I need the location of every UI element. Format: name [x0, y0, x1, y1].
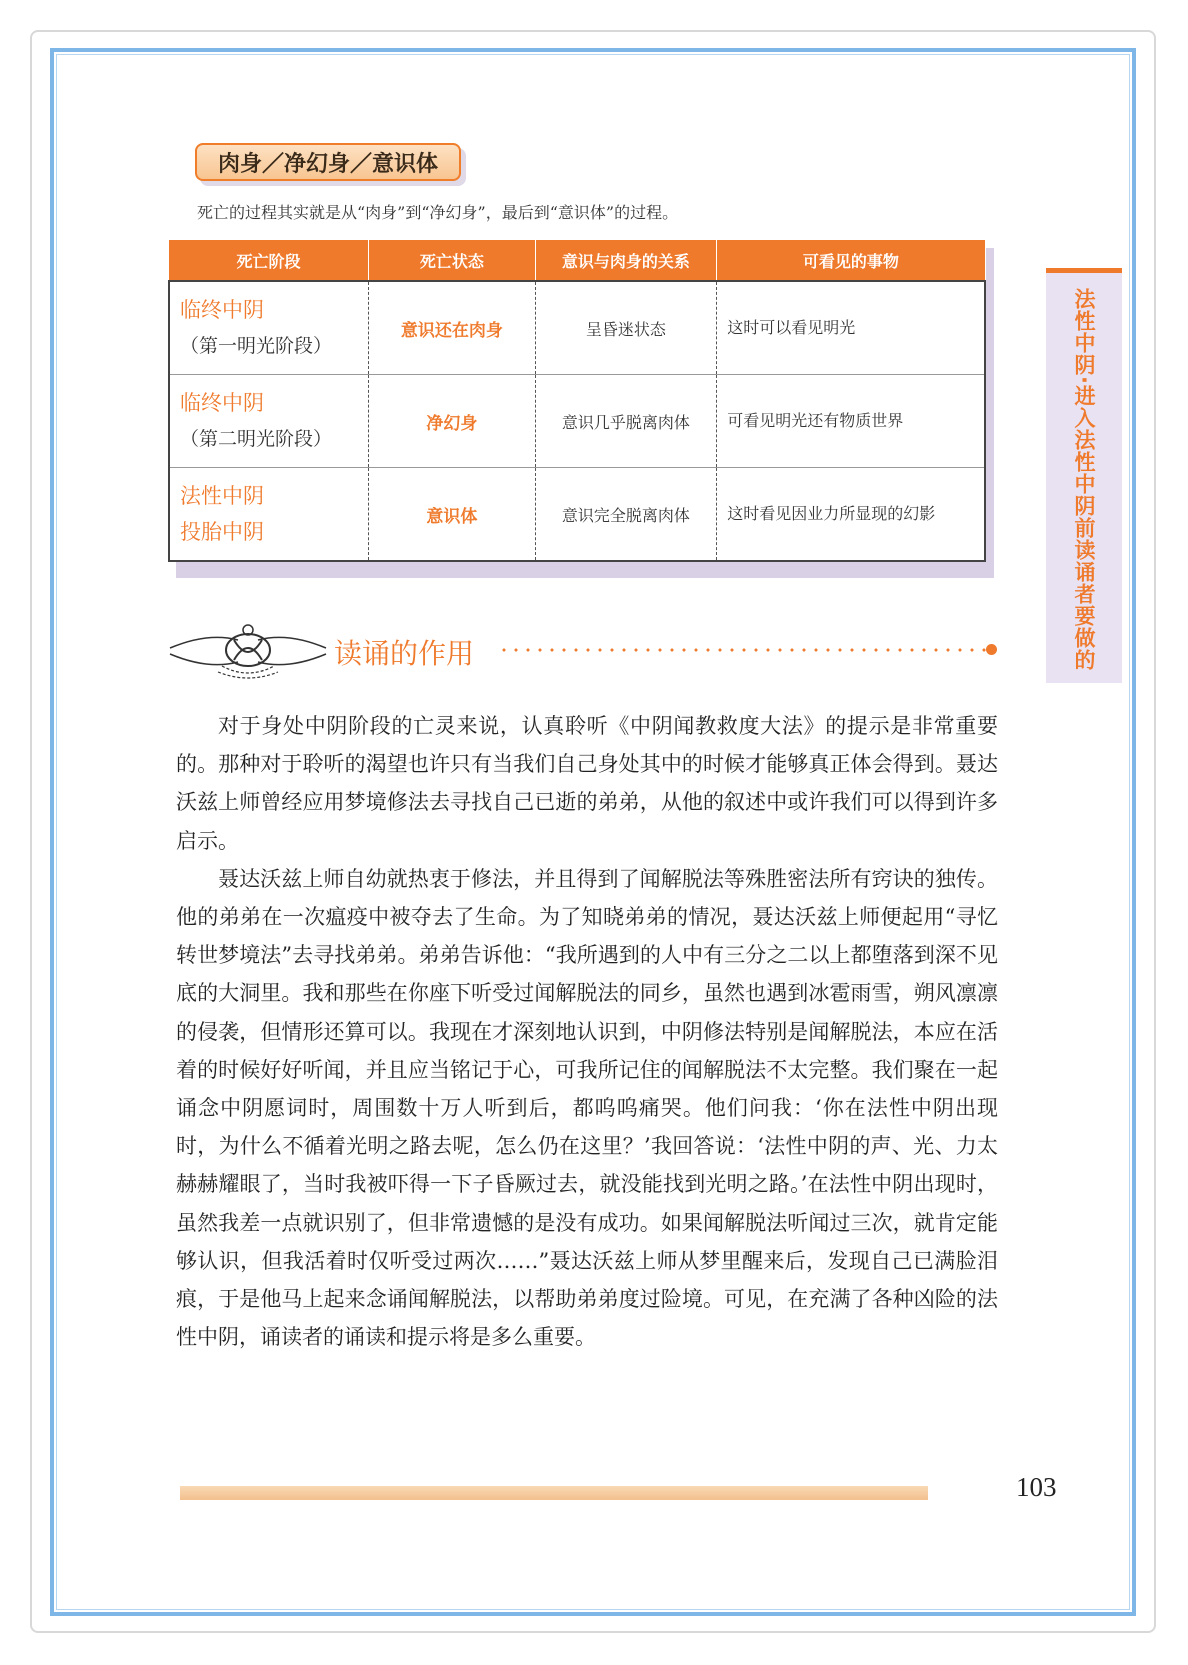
body-text: [176, 707, 998, 1356]
knot-ornament-icon: [168, 618, 328, 680]
heading-dotted-line: [498, 648, 986, 652]
stage-cell: [169, 468, 369, 562]
section-heading: 读诵的作用: [334, 637, 475, 670]
stage-name-second: 投胎中阴: [180, 520, 264, 544]
header-stage: 死亡阶段: [169, 240, 369, 281]
relation-cell: 意识完全脱离肉体: [535, 468, 717, 562]
relation-cell: 意识几乎脱离肉体: [535, 375, 717, 468]
stage-cell: [169, 281, 369, 375]
stage-cell: [169, 375, 369, 468]
seen-cell: 这时看见因业力所显现的幻影: [717, 468, 985, 562]
paragraph: 对于身处中阴阶段的亡灵来说，认真聆听《中阴闻教救度大法》的提示是非常重要的。那种对于聆听的渴望也许只有当我们自己身处其中的时候才能够真正体会得到。聂达沃兹上师曾经应用梦境修法去寻找自己已逝的弟弟，从他的叙述中或许我们可以得到许多启示。: [176, 714, 998, 853]
side-tab-accent-bar: [1046, 268, 1122, 273]
side-tab-title: 法性中阴·进入法性中阴前读诵者要做的: [1072, 288, 1096, 671]
table-row: [169, 281, 985, 375]
page-number: 103: [1016, 1472, 1057, 1502]
intro-text: 死亡的过程其实就是从“肉身”到“净幻身”，最后到“意识体”的过程。: [197, 203, 679, 222]
heading-dot-end: [986, 644, 997, 655]
header-state: 死亡状态: [369, 240, 536, 281]
footer-bar: [180, 1486, 928, 1500]
state-cell: 意识还在肉身: [369, 281, 536, 375]
table-header-row: [169, 240, 985, 281]
seen-cell: 这时可以看见明光: [717, 281, 985, 375]
relation-cell: 呈昏迷状态: [535, 281, 717, 375]
paragraph: 聂达沃兹上师自幼就热衷于修法，并且得到了闻解脱法等殊胜密法所有窍诀的独传。他的弟弟在一次瘟疫中被夺去了生命。为了知晓弟弟的情况，聂达沃兹上师便起用“寻忆转世梦境法”去寻找弟弟。弟弟告诉他：“我所遇到的人中有三分之二以上都堕落到深不见底的大洞里。我和那些在你座下听受过闻解脱法的同乡，虽然也遇到冰雹雨雪，朔风凛凛的侵袭，但情形还算可以。我现在才深刻地认识到，中阴修法特别是闻解脱法，本应在活着的时候好好听闻，并且应当铭记于心，可我所记住的闻解脱法不太完整。我们聚在一起诵念中阴愿词时，周围数十万人听到后，都呜呜痛哭。他们问我：‘你在法性中阴出现时，为什么不循着光明之路去呢，怎么仍在这里？’我回答说：‘法性中阴的声、光、力太赫赫耀眼了，当时我被吓得一下子昏厥过去，就没能找到光明之路。’在法性中阴出现时，虽然我差一点就识别了，但非常遗憾的是没有成功。如果闻解脱法听闻过三次，就肯定能够认识，但我活着时仅听受过两次……”聂达沃兹上师从梦里醒来后，发现自己已满脸泪痕，于是他马上起来念诵闻解脱法，以帮助弟弟度过险境。可见，在充满了各种凶险的法性中阴，诵读者的诵读和提示将是多么重要。: [176, 866, 998, 1350]
death-stage-table: [168, 240, 986, 562]
state-cell: 净幻身: [369, 375, 536, 468]
stage-name: 临终中阴: [180, 298, 264, 322]
header-relation: 意识与肉身的关系: [535, 240, 717, 281]
stage-subtitle: （第一明光阶段）: [180, 335, 333, 357]
header-seen: 可看见的事物: [717, 240, 985, 281]
stage-subtitle: （第二明光阶段）: [180, 428, 333, 450]
stage-name: 法性中阴: [180, 484, 264, 508]
table-row: [169, 468, 985, 562]
state-cell: 意识体: [369, 468, 536, 562]
section-tag: 肉身／净幻身／意识体: [195, 143, 461, 181]
seen-cell: 可看见明光还有物质世界: [717, 375, 985, 468]
table-row: [169, 375, 985, 468]
stage-name: 临终中阴: [180, 391, 264, 415]
